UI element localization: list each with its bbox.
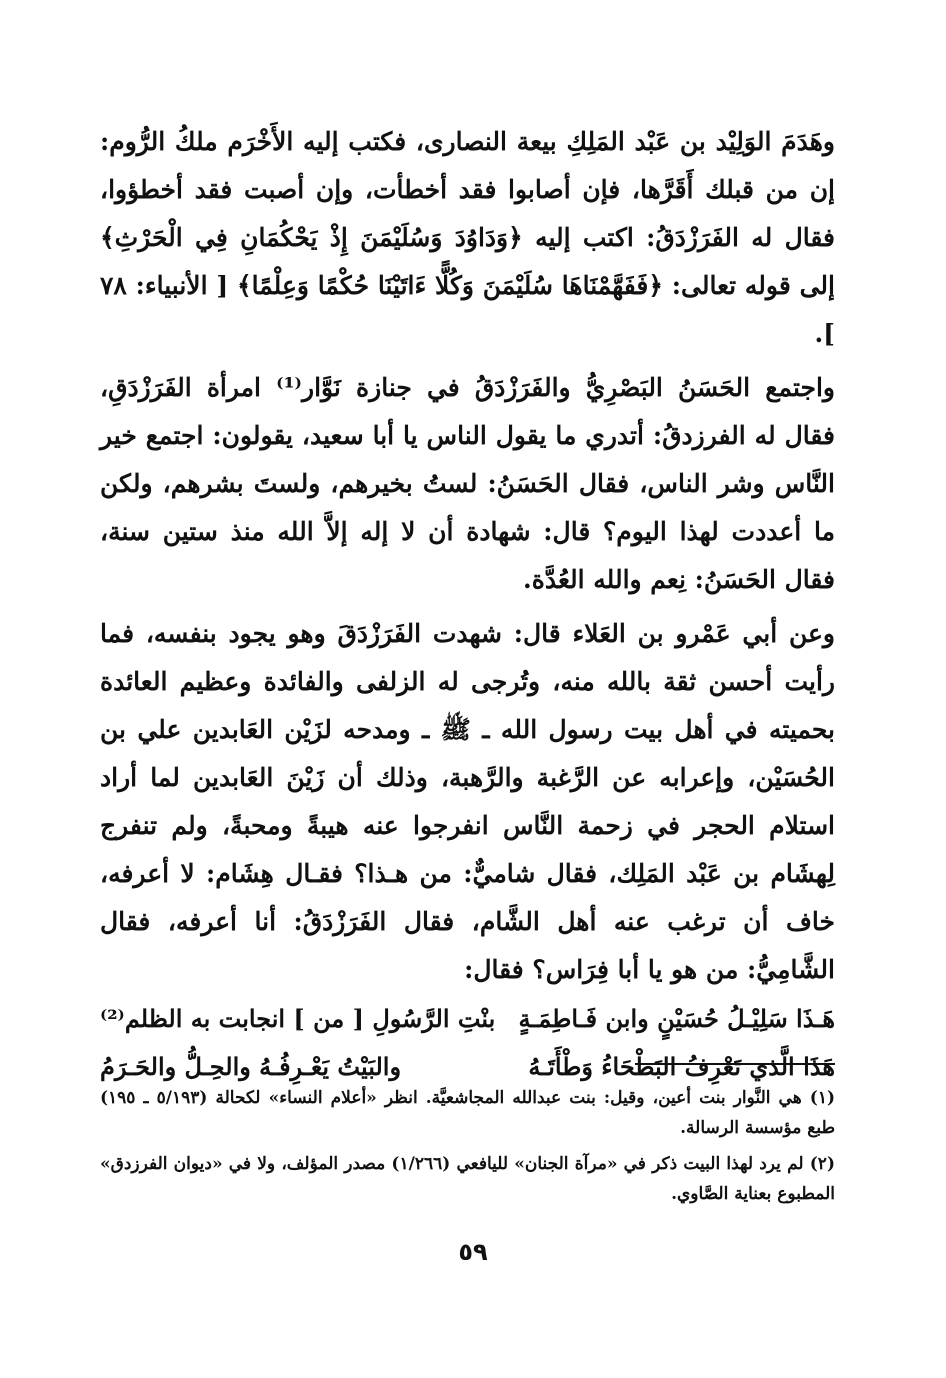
footnote-divider: [635, 1063, 835, 1065]
paragraph-walid-church: وهَدَمَ الوَلِيْد بن عَبْد المَلِكِ بيعة النصارى، فكتب إليه الأَخْرَم ملكُ الرُّوم: إن من قبلك أَقَرَّها، فإن أصابوا فقد أخطأت، وإن أصبت فقد أخطؤوا، فقال له الفَرَزْدَقُ: اكتب إليه ﴿وَدَاوُدَ وَسُلَيْمَنَ إِذْ يَحْكُمَانِ فِي الْحَرْثِ﴾ إلى قوله تعالى: ﴿فَفَهَّمْنَاهَا سُلَيْمَنَ وَكُلًّا ءَاتَيْنَا حُكْمًا وَعِلْمًا﴾ [ الأنبياء: ٧٨ ].: [100, 127, 835, 348]
footnote-1: (١) هي النَّوار بنت أعين، وقيل: بنت عبدالله المجاشعيَّة. انظر «أعلام النساء» لكحالة (٥/١٩٣ ـ ١٩٥) طبع مؤسسة الرسالة.: [100, 1088, 836, 1138]
footnote-2: (٢) لم يرد لهذا البيت ذكر في «مرآة الجنان» لليافعي (١/٢٦٦) مصدر المؤلف، ولا في «ديوان الفرزدق» المطبوع بعناية الصَّاوي.: [100, 1154, 835, 1204]
main-text: [100, 118, 835, 1090]
verse-line: [100, 996, 835, 1042]
footnotes: [100, 1083, 835, 1215]
verse-second-hemistich: بنْتِ الرَّسُولِ [ من ] انجابت به الظلم⁽²⁾: [100, 1004, 496, 1033]
page-number: ٥٩: [458, 1238, 488, 1266]
verse-first-hemistich: هَذَا الَّذي تَعْرِفُ البَطْحَاءُ وَطْأَتَـهُ: [528, 1052, 835, 1081]
verse-second-hemistich: والبَيْتُ يَعْـرِفُـهُ والحِـلُّ والحَـرَمُ: [100, 1052, 402, 1081]
paragraph-abu-amr: وعن أبي عَمْرو بن العَلاء قال: شهدت الفَرَزْدَقَ وهو يجود بنفسه، فما رأيت أحسن ثقة بالله منه، وتُرجى له الزلفى والفائدة وعظيم العائدة بحميته في أهل بيت رسول الله ـ ﷺ ـ ومدحه لزَيْن العَابدين علي بن الحُسَيْن، وإعرابه عن الرَّغبة والرَّهبة، وذلك أن زَيْنَ العَابدين لما أراد استلام الحجر في زحمة النَّاس انفرجوا عنه هيبةً ومحبةً، ولم تنفرج لِهشَام بن عَبْد المَلِك، فقال شاميٌّ: من هـذا؟ فقـال هِشَام: لا أعرفه، خاف أن ترغب عنه أهل الشَّام، فقال الفَرَزْدَقُ: أنا أعرفه، فقال الشَّامِيُّ: من هو يا أبا فِرَاس؟ فقال:: [100, 619, 835, 984]
paragraph-hasan-funeral: واجتمع الحَسَنُ البَصْرِيُّ والفَرَزْدَقُ في جنازة نَوَّار⁽¹⁾ امرأة الفَرَزْدَقِ، فقال له الفرزدقُ: أتدري ما يقول الناس يا أبا سعيد، يقولون: اجتمع خير النَّاس وشر الناس، فقال الحَسَنُ: لستُ بخيرهم، ولستَ بشرهم، ولكن ما أعددت لهذا اليوم؟ قال: شهادة أن لا إله إلاَّ الله منذ ستين سنة، فقال الحَسَنُ: نِعم والله العُدَّة.: [100, 373, 835, 594]
verse-first-hemistich: هَـذَا سَلِيْـلُ حُسَيْنٍ وابن فَـاطِمَـةٍ: [518, 1004, 835, 1033]
